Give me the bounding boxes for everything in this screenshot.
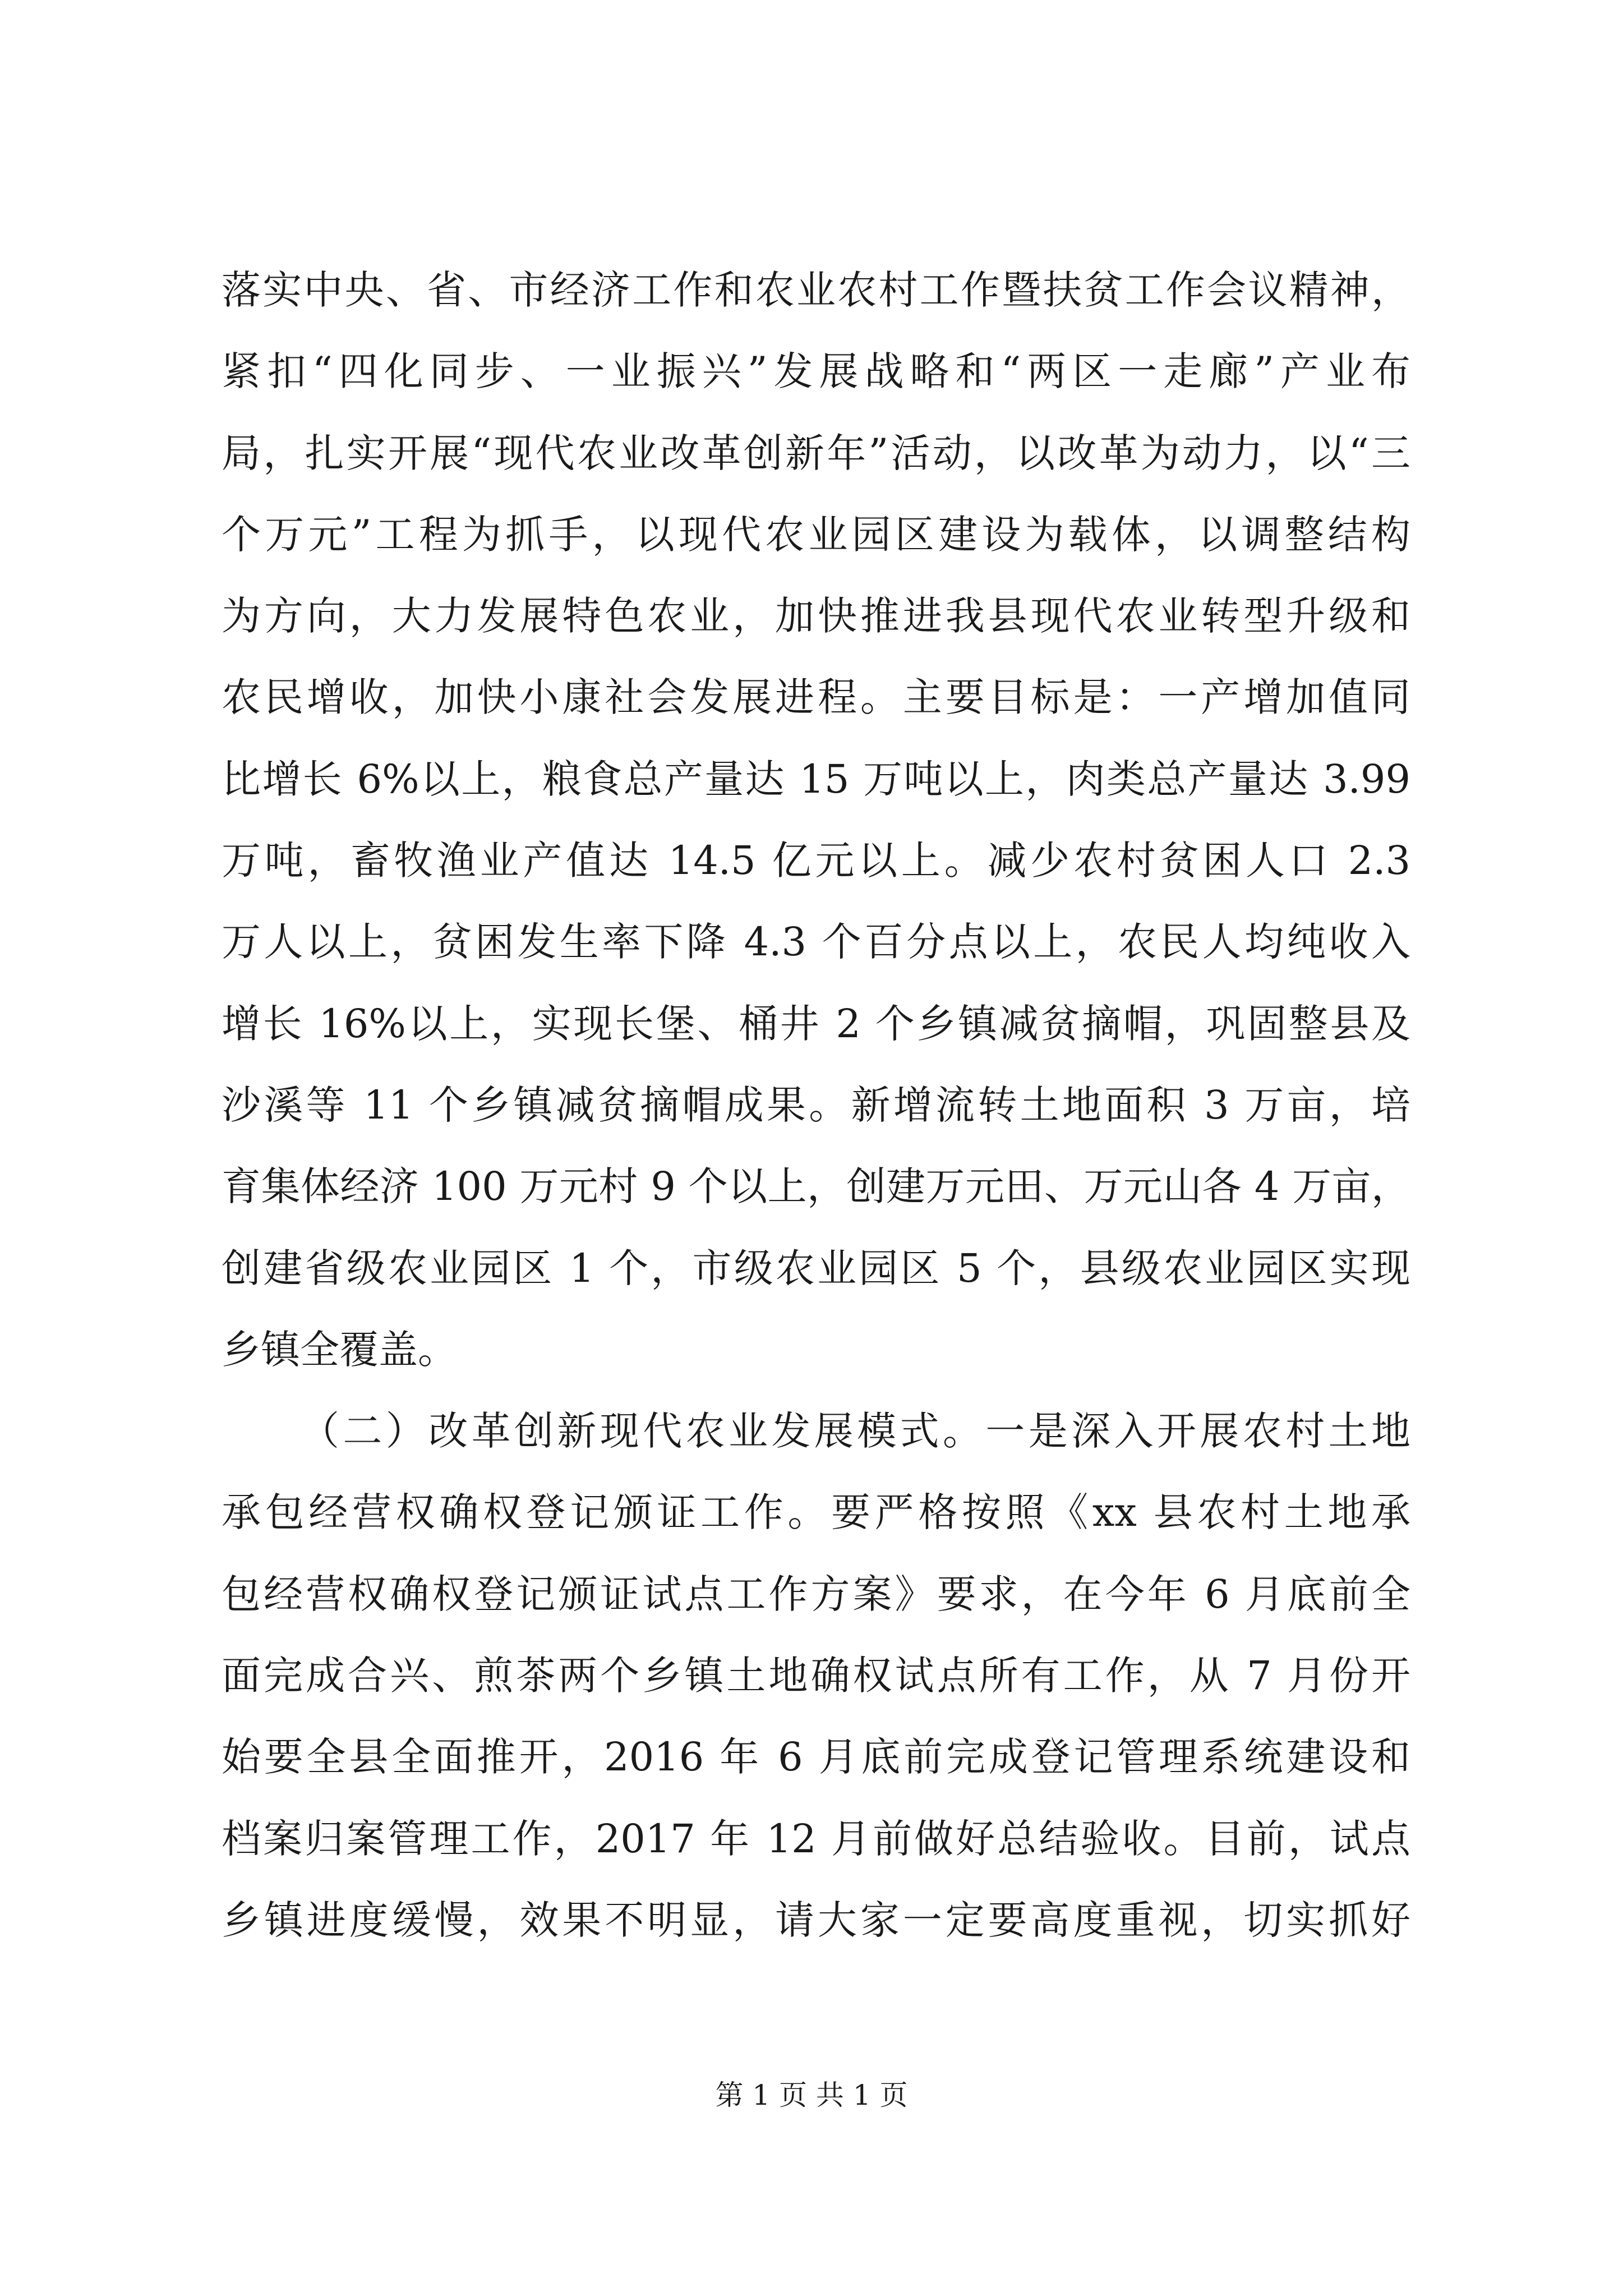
paragraph-1-line: 育集体经济 100 万元村 9 个以上，创建万元田、万元山各 4 万亩， (222, 1163, 1410, 1210)
paragraph-1-line: 增长 16%以上，实现长堡、桶井 2 个乡镇减贫摘帽，巩固整县及 (222, 1000, 1410, 1047)
paragraph-2-line: 乡镇进度缓慢，效果不明显，请大家一定要高度重视，切实抓好 (222, 1897, 1410, 1943)
paragraph-2-line: 档案归案管理工作，2017 年 12 月前做好总结验收。目前，试点 (222, 1815, 1410, 1862)
paragraph-2-line: 面完成合兴、煎茶两个乡镇土地确权试点所有工作，从 7 月份开 (222, 1653, 1410, 1699)
page-number-label: 第 1 页 共 1 页 (715, 2079, 908, 2111)
paragraph-1-line: 沙溪等 11 个乡镇减贫摘帽成果。新增流转土地面积 3 万亩，培 (222, 1082, 1410, 1128)
paragraph-1-line: 紧扣“四化同步、一业振兴”发展战略和“两区一走廊”产业布 (222, 348, 1410, 395)
paragraph-2-line: （二）改革创新现代农业发展模式。一是深入开展农村土地 (300, 1408, 1410, 1455)
paragraph-2-line: 始要全县全面推开，2016 年 6 月底前完成登记管理系统建设和 (222, 1734, 1410, 1780)
page-footer (0, 2076, 1623, 2115)
paragraph-1-line: 农民增收，加快小康社会发展进程。主要目标是：一产增加值同 (222, 674, 1410, 721)
paragraph-1-line: 为方向，大力发展特色农业，加快推进我县现代农业转型升级和 (222, 593, 1410, 639)
body-text (222, 250, 1410, 1961)
paragraph-1-line: 个万元”工程为抓手，以现代农业园区建设为载体，以调整结构 (222, 511, 1410, 558)
paragraph-1-line: 创建省级农业园区 1 个，市级农业园区 5 个，县级农业园区实现 (222, 1245, 1410, 1291)
paragraph-1-line: 乡镇全覆盖。 (222, 1326, 457, 1373)
paragraph-1-line: 落实中央、省、市经济工作和农业农村工作暨扶贫工作会议精神， (222, 267, 1410, 313)
paragraph-1-line: 万吨，畜牧渔业产值达 14.5 亿元以上。减少农村贫困人口 2.3 (222, 838, 1410, 884)
paragraph-2-line: 承包经营权确权登记颁证工作。要严格按照《xx 县农村土地承 (222, 1489, 1410, 1536)
paragraph-1-line: 万人以上，贫困发生率下降 4.3 个百分点以上，农民人均纯收入 (222, 919, 1410, 965)
paragraph-1-line: 局，扎实开展“现代农业改革创新年”活动，以改革为动力，以“三 (222, 430, 1410, 476)
paragraph-2-line: 包经营权确权登记颁证试点工作方案》要求，在今年 6 月底前全 (222, 1571, 1410, 1617)
paragraph-1-line: 比增长 6%以上，粮食总产量达 15 万吨以上，肉类总产量达 3.99 (222, 756, 1410, 802)
